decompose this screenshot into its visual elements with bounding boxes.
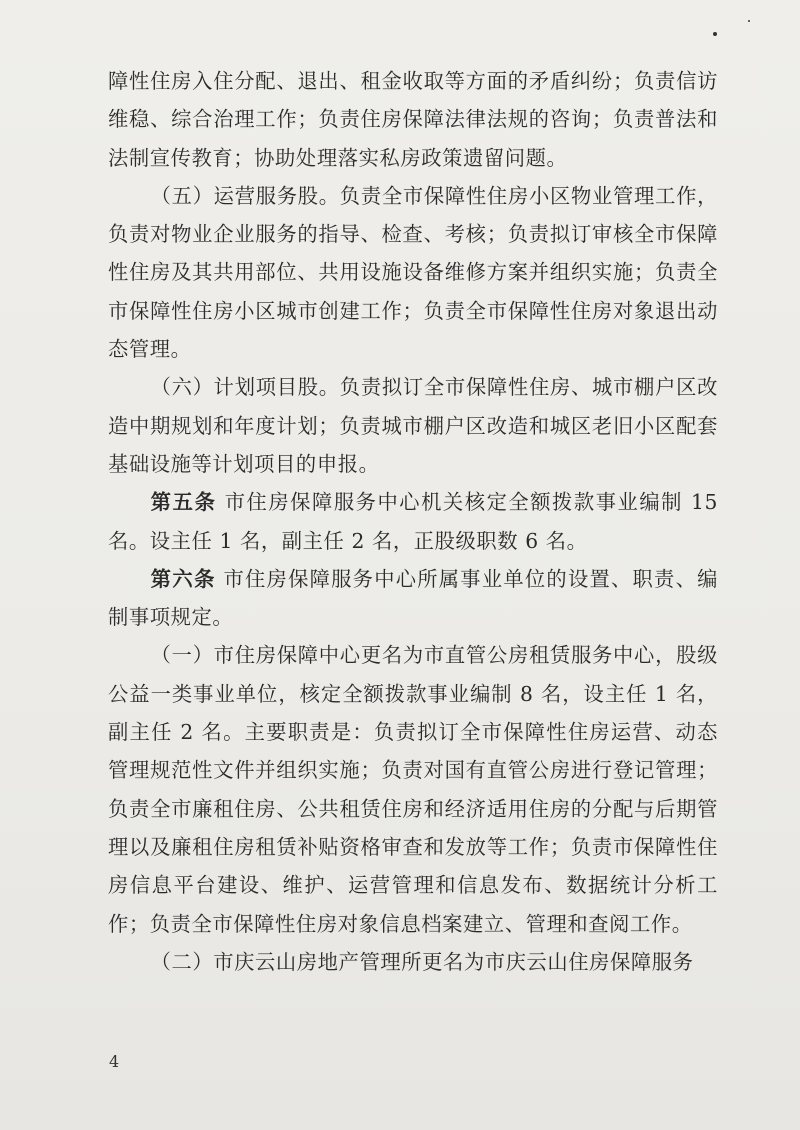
paragraph-text: 市住房保障服务中心机关核定全额拨款事业编制 15 名。设主任 1 名，副主任 2 名，正股级职数 6 名。: [108, 490, 718, 553]
paragraph-text: （五）运营服务股。负责全市保障性住房小区物业管理工作，负责对物业企业服务的指导、检查、考核；负责拟订审核全市保障性住房及其共用部位、共用设施设备维修方案并组织实施；负责全市保障性住房小区城市创建工作；负责全市保障性住房对象退出动态管理。: [108, 183, 718, 362]
page-number: 4: [109, 1052, 120, 1071]
paragraph-text: 障性住房入住分配、退出、租金收取等方面的矛盾纠纷；负责信访维稳、综合治理工作；负责住房保障法律法规的咨询；负责普法和法制宣传教育；协助处理落实私房政策遗留问题。: [108, 69, 718, 170]
paragraph-6: [108, 636, 718, 942]
article-heading: 第六条: [150, 566, 216, 591]
paragraph-7: [108, 943, 718, 981]
article-6: [108, 560, 718, 637]
paragraph-1: [108, 62, 718, 177]
paragraph-text: （六）计划项目股。负责拟订全市保障性住房、城市棚户区改造中期规划和年度计划；负责城市棚户区改造和城区老旧小区配套基础设施等计划项目的申报。: [108, 375, 718, 476]
paragraph-3: [108, 368, 718, 483]
article-5: [108, 483, 718, 560]
scan-speck: [713, 32, 717, 36]
document-body: [108, 62, 718, 981]
paragraph-text: （一）市住房保障中心更名为市直管公房租赁服务中心，股级公益一类事业单位，核定全额拨款事业编制 8 名，设主任 1 名，副主任 2 名。主要职责是：负责拟订全市保障性住房运营、动态管理规范性文件并组织实施；负责对国有直管公房进行登记管理；负责全市廉租住房、公共租赁住房和经济适用住房的分配与后期管理以及廉租住房租赁补贴资格审查和发放等工作；负责市保障性住房信息平台建设、维护、运营管理和信息发布、数据统计分析工作；负责全市保障性住房对象信息档案建立、管理和查阅工作。: [108, 643, 718, 936]
scan-speck: [748, 20, 750, 22]
paragraph-text: （二）市庆云山房地产管理所更名为市庆云山住房保障服务: [150, 949, 694, 974]
paragraph-2: [108, 177, 718, 368]
article-heading: 第五条: [150, 490, 217, 515]
paragraph-text: 市住房保障服务中心所属事业单位的设置、职责、编制事项规定。: [108, 566, 718, 630]
